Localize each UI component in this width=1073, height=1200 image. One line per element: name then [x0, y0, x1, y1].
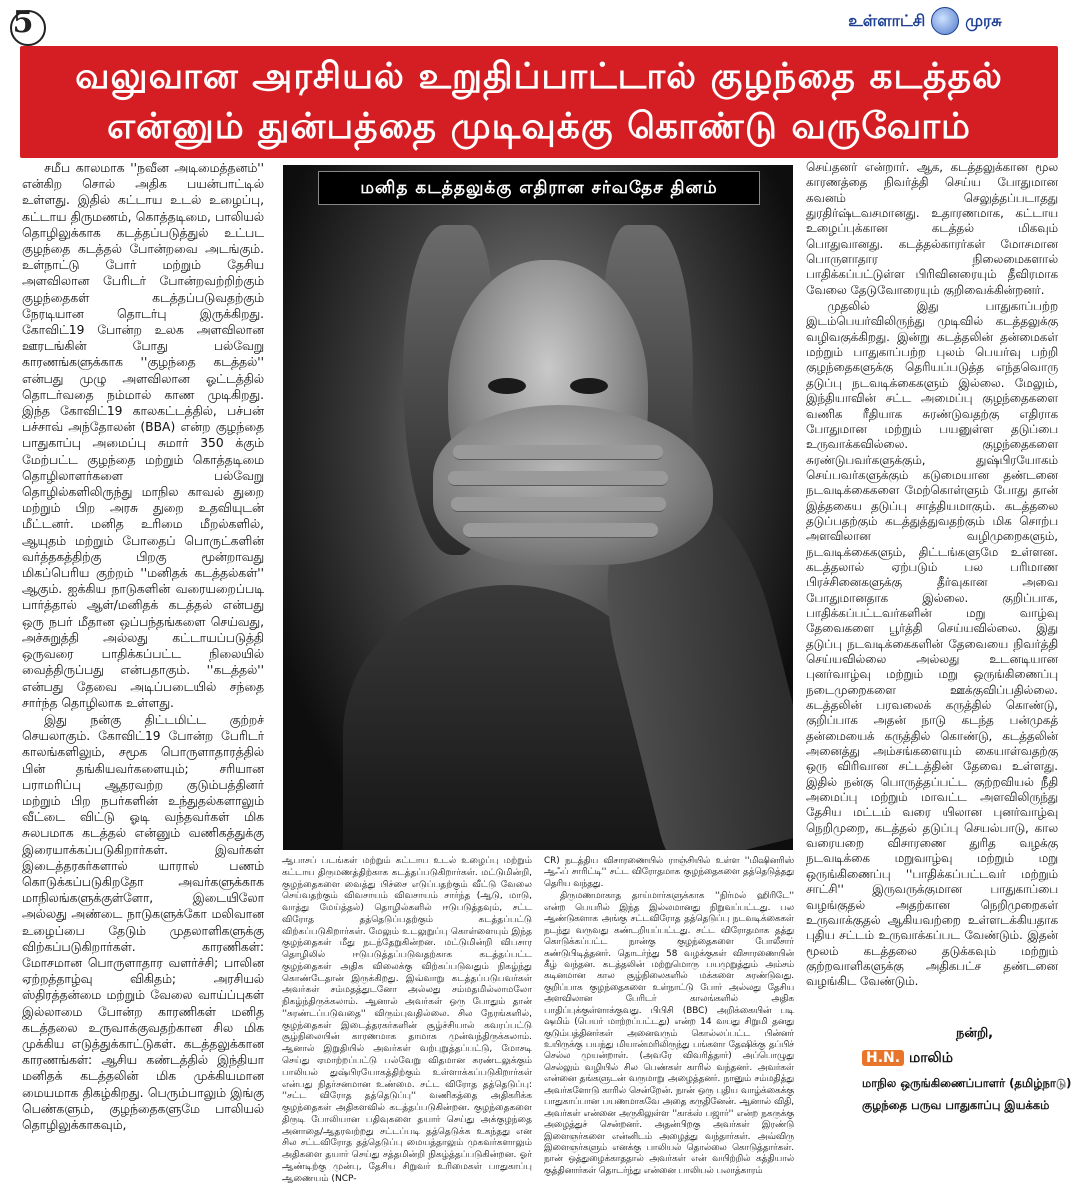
author-name-text: மாலிம்: [908, 1050, 954, 1066]
masthead-right: முரசு: [965, 10, 1002, 30]
article-photo: [283, 165, 793, 850]
author-signoff: [806, 1022, 1072, 1194]
headline-line-1: வலுவான அரசியல் உறுதிப்பாட்டால் குழந்தை கடத்தல்: [75, 56, 1003, 97]
photo-eye-left: [488, 378, 526, 394]
headline-line-2: என்னும் துன்பத்தை முடிவுக்கு கொண்டு வருவோம்: [106, 106, 972, 147]
page-number: [6, 6, 40, 40]
author-initials: H.N.: [862, 1050, 904, 1066]
page-number-text: 5: [12, 5, 34, 40]
paragraph: CR) நடத்திய விசாரணையில் ராஞ்சியில் உள்ள ''மிஷினரிஸ் ஆஃப் சாரிட்டி'' சட்ட விரோதமாக குழந்தைகளை தத்தெடுத்தது தெரிய வந்தது.: [544, 856, 794, 889]
page-number-ring: [10, 10, 46, 46]
photo-finger: [448, 471, 668, 486]
signoff-thanks: நன்றி,: [956, 1026, 994, 1041]
paragraph: திருமணமாகாத தாய்மார்களுக்காக ''நிர்மல் ஹிரிடே'' என்ற பெயரில் இந்த இல்லமானது நிறுவப்பட்டது. பல ஆண்டுகளாக அங்கு சட்டவிரோத தத்தெடுப்பு நடவடிக்கைகள் நடந்து வருவது கண்டறியப்பட்டது. சட்ட விரோதமாக தத்து கொடுக்கப்பட்ட நான்கு குழந்தைகளை போலீசார் கண்டுபிடித்தனர். தொடர்ந்து 58 வழக்குகள் விசாரணையின் கீழ் வந்தன. கடத்தலின் மற்றுமொரு பயமுறுத்தும் அம்சம் கடினமான கால சூழ்நிலைகளில் மக்களை சுரண்டுவது. குறிப்பாக குழந்தைகளை உள்நாட்டு போர் அல்லது தேசிய அளவிலான பேரிடர் காலங்களில் அதிக பாதிப்புக்குள்ளாக்குவது. பிபிசி (BBC) அறிக்கையின் படி ஷமிம் (பெயர் மாற்றப்பட்டது) என்ற 14 வயது சிறுமி தனது குடும்பத்தினர்கள் அனைவரும் கொல்லப்பட்ட பின்னர் உயிருக்கு பயந்து மியான்மரிலிருந்து பங்களா தேஷிக்கு தப்பிச் செல்ல முயன்றாள். (அவரே விவரித்தார்) அப்பொழுது செல்லும் வழியில் சில பெண்கள் காரில் வந்தனர். அவர்கள் என்னை தங்களுடன் வருமாறு அழைத்தனர். நானும் சம்மதித்து அவர்களோடு காரில் சென்றேன். நான் ஒரு புதிய வாழ்க்கைக்கு பாதுகாப்பான பயணமாகவே அதை கருதினேன். ஆனால் விதி, அவர்கள் என்னை அருகிலுள்ள ''காக்ஸ் பஜார்'' என்ற நகருக்கு அழைத்துச் சென்றனர். அதன்பிறகு அவர்கள் இரண்டு இளைஞர்களை என்னிடம் அழைத்து வந்தார்கள். அவ்விரு இளைஞர்களும் எனக்கு பாலியல் தொல்லை கொடுத்தார்கள். நான் ஒத்துழைக்காததால் அவர்கள் என் வயிற்றில் கத்தியால் குத்தினார்கள் தொடர்ந்து என்னை பாலியல் பலாத்காரம்: [544, 891, 794, 1176]
photo-finger: [453, 445, 663, 460]
masthead-left: உள்ளாட்சி: [848, 10, 926, 30]
photo-eye-right: [570, 378, 608, 394]
paragraph: இது நன்கு திட்டமிட்ட குற்றச் செயலாகும். கோவிட்19 போன்ற பேரிடர் காலங்களிலும், சமூக பொருளாதாரத்தில் பின் தங்கியவர்களையும்; சரியான பராமரிப்பு ஆதரவற்ற குடும்பத்தினர் மற்றும் பிற நபர்களின் உந்துதல்களாலும் வீட்டை விட்டு ஓடி வந்தவர்கள் மிக சுலபமாக கடத்தல் என்னும் வணிகத்துக்கு இரையாக்கப்படுகிறார்கள். இவர்கள் இடைத்தரகர்களால் யாரால் பணம் கொடுக்கப்படுகிறதோ அவர்களுக்காக மாநிலங்களுக்குள்ளோ, இடையிலோ அல்லது அண்டை நாடுகளுக்கோ மலிவான உழைப்பை தேடும் முதலாளிகளுக்கு விற்கப்படுகிறார்கள். காரணிகள்: மோசமான பொருளாதார வளர்ச்சி; பாலின ஏற்றத்தாழ்வு விகிதம்; அரசியல் ஸ்திரத்தன்மை மற்றும் வேலை வாய்ப்புகள் இல்லாமை போன்ற காரணிகள் மனித கடத்தலை உருவாக்குவதற்கான சில மிக முக்கிய எடுத்துக்காட்டுகள். கடத்தலுக்கான காரணங்கள்: ஆசிய கண்டத்தில் இந்தியா மனிதக் கடத்தலின் மிக முக்கியமான மையமாக திகழ்கிறது. பெரும்பாலும் இங்கு பெண்களும், குழந்தைகளுமே பாலியல் தொழிலுக்காகவும்,: [22, 712, 264, 1132]
article-column-1: [22, 160, 264, 1195]
paragraph: முதலில் இது பாதுகாப்பற்ற இடம்பெயர்விலிருந்து முடிவில் கடத்தலுக்கு வழிவகுக்கிறது. இன்று கடத்தலின் தன்மைகள் மற்றும் பாதுகாப்பற்ற புலம் பெயர்வு பற்றி குழந்தைகளுக்கு தெரியப்படுத்த எந்தவொரு தடுப்பு நடவடிக்கைகளும் இல்லை. மேலும், இந்தியாவின் சட்ட அமைப்பு குழந்தைகளை வணிக ரீதியாக சுரண்டுவதற்கு எதிராக போதுமான மற்றும் பயனுள்ள தடுப்பை உருவாக்கவில்லை. குழந்தைகளை சுரண்டுபவர்களுக்கும், துஷ்பிரயோகம் செய்பவர்களுக்கும் கடுமையான தண்டனை நடவடிக்கைகளை மேற்கொள்ளும் போது தான் இத்தகைய தடுப்பு சாத்தியமாகும். கடத்தலை தடுப்பதற்கும் கடத்துத்துவதற்கும் மிக சொற்ப அளவிலான வழிமுறைகளும், நடவடிக்கைகளும், திட்டங்களுமே உள்ளன. கடத்தலால் ஏற்படும் பல பரிமாண பிரச்சினைகளுக்கு தீர்வுகான அவை போதுமானதாக இல்லை. குறிப்பாக, பாதிக்கப்பட்டவர்களின் மறு வாழ்வு தேவைகளை பூர்த்தி செய்யவில்லை. இது தடுப்பு நடவடிக்கைகளின் தேவையை நிவர்த்தி செய்யவில்லை அல்லது உடனடியான புனர்வாழ்வு மற்றும் மறு ஒருங்கிணைப்பு நடைமுறைகளை ஊக்குவிப்பதில்லை. கடத்தலின் பரவலைக் கருத்தில் கொண்டு, குறிப்பாக அதன் நாடு கடந்த பன்முகத் தன்மையைக் கருத்தில் கொண்டு, கடத்தலின் அனைத்து அம்சங்களையும் கையாள்வதற்கு ஒரு விரிவான சட்டத்தின் தேவை உள்ளது. இதில் நன்கு பொருத்தப்பட்ட குற்றவியல் நீதி அமைப்பு மற்றும் மாவட்ட அளவிலிருந்து தேசிய மட்டம் வரை யிலான புனர்வாழ்வு நெறிமுறை, கடத்தல் தடுப்பு செயல்பாடு, கால வரையறை விசாரணை துரித வழக்கு நடவடிக்கை மறுவாழ்வு மற்றும் மறு ஒருங்கிணைப்பு ''பாதிக்கப்பட்டவர் மற்றும் சாட்சி'' இருவருக்குமான பாதுகாப்பை வழங்குதல் அதற்கான நெறிமுறைகள் உருவாக்குதல் ஆகியவற்றை உள்ளடக்கியதாக புதிய சட்டம் உருவாக்கப்பட வேண்டும். இதன் மூலம் கடத்தலை தடுக்கவும் மற்றும் குற்றவாளிகளுக்கு அதிகபட்ச தண்டனை வழங்கிட வேண்டும்.: [806, 299, 1058, 989]
paragraph: செய்தனர் என்றார். ஆக, கடத்தலுக்கான மூல காரணத்தை நிவர்த்தி செய்ய போதுமான கவனம் செலுத்தப்படாதது துரதிர்ஷ்டவசமானது. உதாரணமாக, கட்டாய உழைப்புக்கான கடத்தல் மிகவும் பொதுவானது. கடத்தல்காரர்கள் மோசமான பொருளாதார நிலைமைகளால் பாதிக்கப்பட்டுள்ள பிரிவினரையும் தீவிரமாக வேலை தேடுவோரையும் குறிவைக்கின்றனர்.: [806, 160, 1058, 297]
globe-icon: [931, 7, 959, 35]
photo-finger: [451, 497, 666, 512]
article-column-4: [806, 160, 1058, 1020]
author-role: மாநில ஒருங்கிணைப்பாளர் (தமிழ்நாடு): [862, 1076, 1072, 1090]
article-column-2: [282, 856, 532, 1196]
paragraph: சமீப காலமாக ''நவீன அடிமைத்தனம்'' என்கிற சொல் அதிக பயன்பாட்டில் உள்ளது. இதில் கட்டாய உடல் உழைப்பு, கட்டாய திருமணம், கொத்தடிமை, பாலியல் தொழிலுக்காக கடத்தப்படுத்துல் உட்பட குழந்தை கடத்தல் போன்றவை அடங்கும். உள்நாட்டு போர் மற்றும் தேசிய அளவிலான பேரிடர் போன்றவற்றிற்கும் குழந்தைகள் கடத்தப்படுவதற்கும் நேரடியான தொடர்பு இருக்கிறது. கோவிட்19 போன்ற உலக அளவிலான ஊரடங்கின் போது பல்வேறு காரணங்களுக்காக ''குழந்தை கடத்தல்'' என்பது முழு அளவிலான ஓட்டத்தில் தொடர்வதை நம்மால் காண முடிகிறது. இந்த கோவிட்19 காலகட்டத்தில், பச்பன் பச்சாவ் அந்தோலன் (BBA) என்ற குழந்தை பாதுகாப்பு அமைப்பு சுமார் 350 க்கும் மேற்பட்ட குழந்தை மற்றும் கொத்தடிமை தொழிலாளர்களை பல்வேறு தொழில்களிலிருந்து மாநில காவல் துறை மற்றும் பிற அரசு துறை உதவியுடன் மீட்டனர். மனித உரிமை மீறல்களில், ஆயுதம் மற்றும் போதைப் பொருட்களின் வர்த்தகத்திற்கு பிறகு மூன்றாவது மிகப்பெரிய குற்றம் ''மனிதக் கடத்தல்கள்'' ஆகும். ஐக்கிய நாடுகளின் வரையறைப்படி பார்த்தால் ஆள்/மனிதக் கடத்தல் என்பது ஒரு நபர் மீதான ஒப்பந்தங்களை செய்வது, அச்சுறுத்தி அல்லது கட்டாயப்படுத்தி ஒருவரை பாதிக்கப்பட்ட நிலையில் வைத்திருப்பது என்பதாகும். ''கடத்தல்'' என்பது தேவை அடிப்படையில் சந்தை சார்ந்த தொழிலாக உள்ளது.: [22, 161, 264, 710]
photo-banner: மனித கடத்தலுக்கு எதிரான சர்வதேச தினம்: [318, 171, 760, 205]
article-column-3: [544, 856, 794, 1196]
masthead: [790, 2, 1060, 40]
paragraph: ஆபாசப் படங்கள் மற்றும் கட்டாய உடல் உழைப்பு மற்றும் கட்டாய திருமணத்திற்காக கடத்தப்படுகிறார்கள். மட்டுமின்றி, குழந்தைகளை வைத்து பிச்சை எடுப்பதற்கும் வீட்டு வேலை செய்வதற்கும் விவசாயம் விவசாயம் சார்ந்த (ஆடு, மாடு, வாத்து மேய்த்தல்) தொழில்களில் ஈடுபடுத்தவும், சட்ட விரோத தத்தெடுப்பதற்கும் கடத்தப்பட்டு விற்கப்படுகிறார்கள். மேலும் உடலுறுப்பு கொள்ளையும் இந்த குழந்தைகள் மீது நடந்தேறுகின்றன. மட்டுமின்றி விபசார தொழிலில் ஈடுபடுத்தப்படுவதற்காக கடத்தப்பட்ட குழந்தைகள் அதிக விலைக்கு விற்கப்படுவதும் நிகழ்ந்து கொண்டேதான் இருக்கிறது. இவ்வாறு கடத்தப்படுபவர்கள் அவர்கள் சம்மதத்துடனோ அல்லது சம்மதமில்லாமலோ நிகழ்ந்திருக்கலாம். ஆனால் அவர்கள் ஒரு போதும் தான் ''சுரண்டப்படுவதை'' விரும்புவதில்லை. சில நேரங்களில், குழந்தைகள் இடைத்தரகர்களின் சூழ்ச்சியால் கவரப்பட்டு சூழ்நிலையின் காரணமாக தாமாக முன்வந்திருக்கலாம். ஆனால் இறுதியில் அவர்கள் வற்புறுத்தப்பட்டு, மோசடி செய்து ஏமாற்றப்பட்டு பல்வேறு விதமான சுரண்டலுக்கும் பாலியல் துஷ்பிரயோகத்திற்கும் உள்ளாக்கப்படுகிறார்கள் என்பது நிதர்சனமான உண்மை. சட்ட விரோத தத்தெடுப்பு: ''சட்ட விரோத தத்தெடுப்பு'' வணிகத்தை அதிகரிக்க குழந்தைகள் அதிகளவில் கடத்தப்படுகின்றன. குழந்தைகளை திருடி போலியான பதிவுகளை தயார் செய்து அக்குழந்தை அனாதை/ஆதரவற்றது சட்டப்படி தத்தெடுக்க உகந்தது என சில சட்டவிரோத தத்தெடுப்பு மையத்தாலும் முகவர்களாலும் அதிகளை தயார் செய்து சத்தமின்றி நிகழ்த்தப்படுகின்றன. ஓர் ஆண்டிற்கு முன்பு, தேசிய சிறுவர் உரிமைகள் பாதுகாப்பு ஆணையம் (NCP-: [282, 856, 532, 1184]
author-organization: குழந்தை பருவ பாதுகாப்பு இயக்கம்: [862, 1098, 1050, 1112]
photo-finger: [463, 523, 658, 538]
headline-banner: [20, 46, 1058, 158]
author-name: [862, 1050, 1058, 1068]
